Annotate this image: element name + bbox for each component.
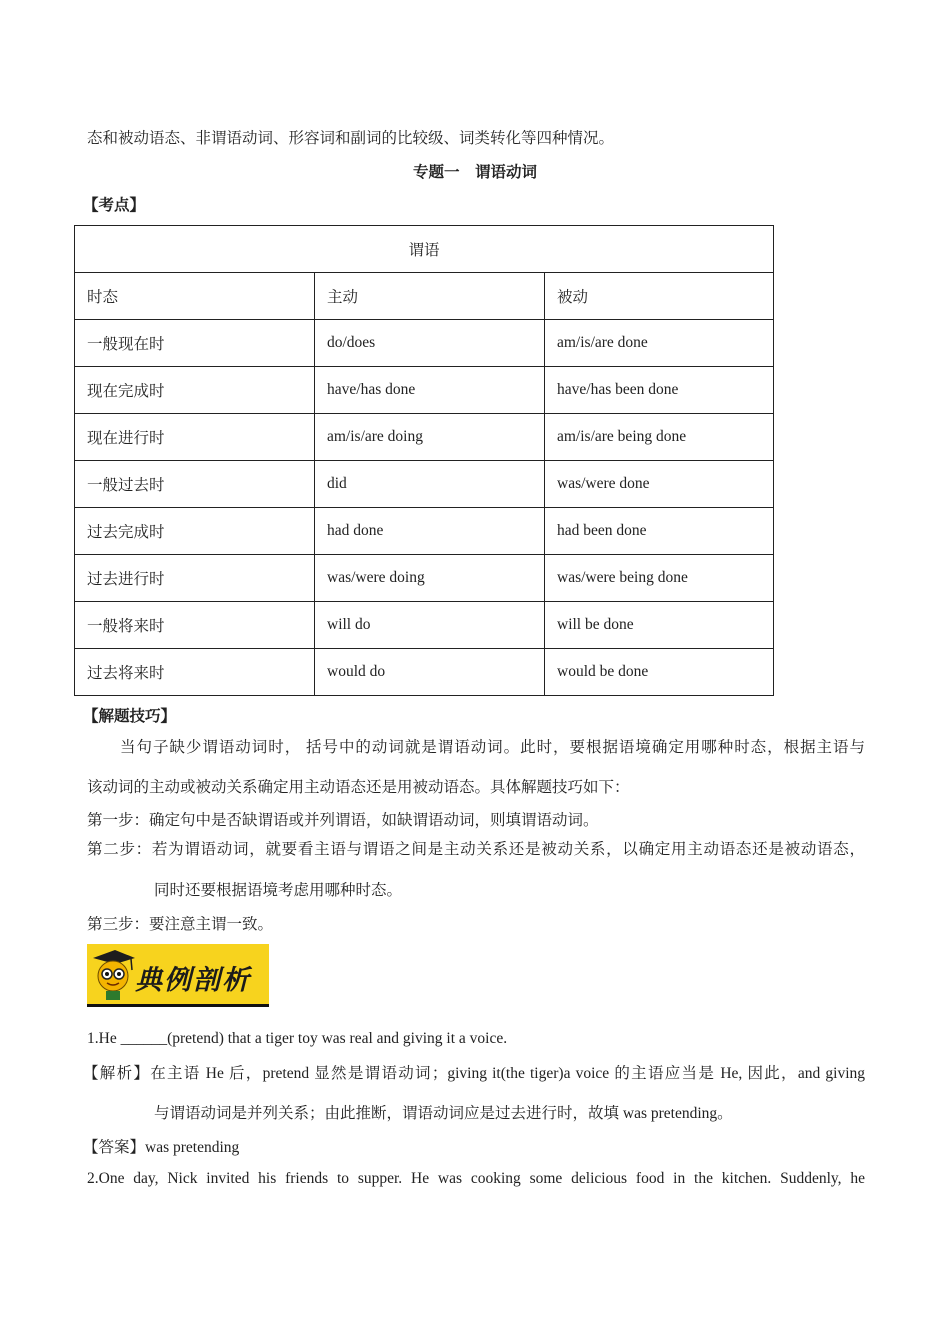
table-cell: am/is/are doing [315,414,545,461]
question-two-line-1: 2.One day, Nick invited his friends to supper. He was cooking some delicious food in the kitchen. Suddenly, he [87,1170,865,1187]
table-cell: will be done [545,602,774,649]
step-one-text: 第一步：确定句中是否缺谓语或并列谓语，如缺谓语动词，则填谓语动词。 [87,812,599,829]
table-row [75,602,774,649]
table-cell: would be done [545,649,774,696]
analysis-line-1: 【解析】在主语 He 后，pretend 显然是谓语动词；giving it(the tiger)a voice 的主语应当是 He, 因此，and giving [83,1065,865,1082]
table-header-cell: 谓语 [75,226,774,273]
table-cell: was/were done [545,461,774,508]
topic-title: 专题一 谓语动词 [412,164,537,181]
table-cell: did [315,461,545,508]
table-cell: 现在进行时 [75,414,315,461]
table-cell: am/is/are done [545,320,774,367]
table-cell: 一般过去时 [75,461,315,508]
analysis-line-2: 与谓语动词是并列关系；由此推断，谓语动词应是过去进行时，故填 was pretending。 [154,1105,733,1122]
kaodian-label: 【考点】 [83,197,146,214]
table-column-row [75,273,774,320]
table-cell: 现在完成时 [75,367,315,414]
table-cell: was/were being done [545,555,774,602]
table-cell: was/were doing [315,555,545,602]
table-row [75,555,774,602]
step-three-text: 第三步：要注意主谓一致。 [87,916,274,933]
table-cell: had been done [545,508,774,555]
column-header: 时态 [75,273,315,320]
table-cell: had done [315,508,545,555]
column-header: 被动 [545,273,774,320]
table-cell: do/does [315,320,545,367]
intro-tail-text: 态和被动语态、非谓语动词、形容词和副词的比较级、词类转化等四种情况。 [87,130,615,147]
table-row [75,367,774,414]
table-row [75,461,774,508]
answer-text: 【答案】was pretending [83,1139,240,1156]
table-cell: have/has been done [545,367,774,414]
tips-label: 【解题技巧】 [83,708,177,725]
tips-paragraph-line-2: 该动词的主动或被动关系确定用主动语态还是用被动语态。具体解题技巧如下： [87,779,630,796]
table-row [75,508,774,555]
table-row [75,649,774,696]
table-cell: 过去将来时 [75,649,315,696]
table-cell: 过去进行时 [75,555,315,602]
table-row [75,414,774,461]
table-cell: would do [315,649,545,696]
step-two-line-2: 同时还要根据语境考虑用哪种时态。 [154,882,403,899]
table-cell: will do [315,602,545,649]
question-one: 1.He ______(pretend) that a tiger toy was real and giving it a voice. [87,1030,508,1047]
tips-paragraph-line-1: 当句子缺少谓语动词时， 括号中的动词就是谓语动词。此时，要根据语境确定用哪种时态，根据主语与 [120,739,865,756]
table-cell: am/is/are being done [545,414,774,461]
table-cell: 一般现在时 [75,320,315,367]
table-cell: have/has done [315,367,545,414]
tense-table [74,225,774,696]
mascot-icon [89,946,137,1002]
table-cell: 一般将来时 [75,602,315,649]
step-two-line-1: 第二步：若为谓语动词，就要看主语与谓语之间是主动关系还是被动关系，以确定用主动语态还是被动语态， [87,841,865,858]
column-header: 主动 [315,273,545,320]
examples-banner [87,944,269,1007]
table-header-row [75,226,774,273]
table-row [75,320,774,367]
table-cell: 过去完成时 [75,508,315,555]
banner-title: 典例剖析 [135,965,251,996]
